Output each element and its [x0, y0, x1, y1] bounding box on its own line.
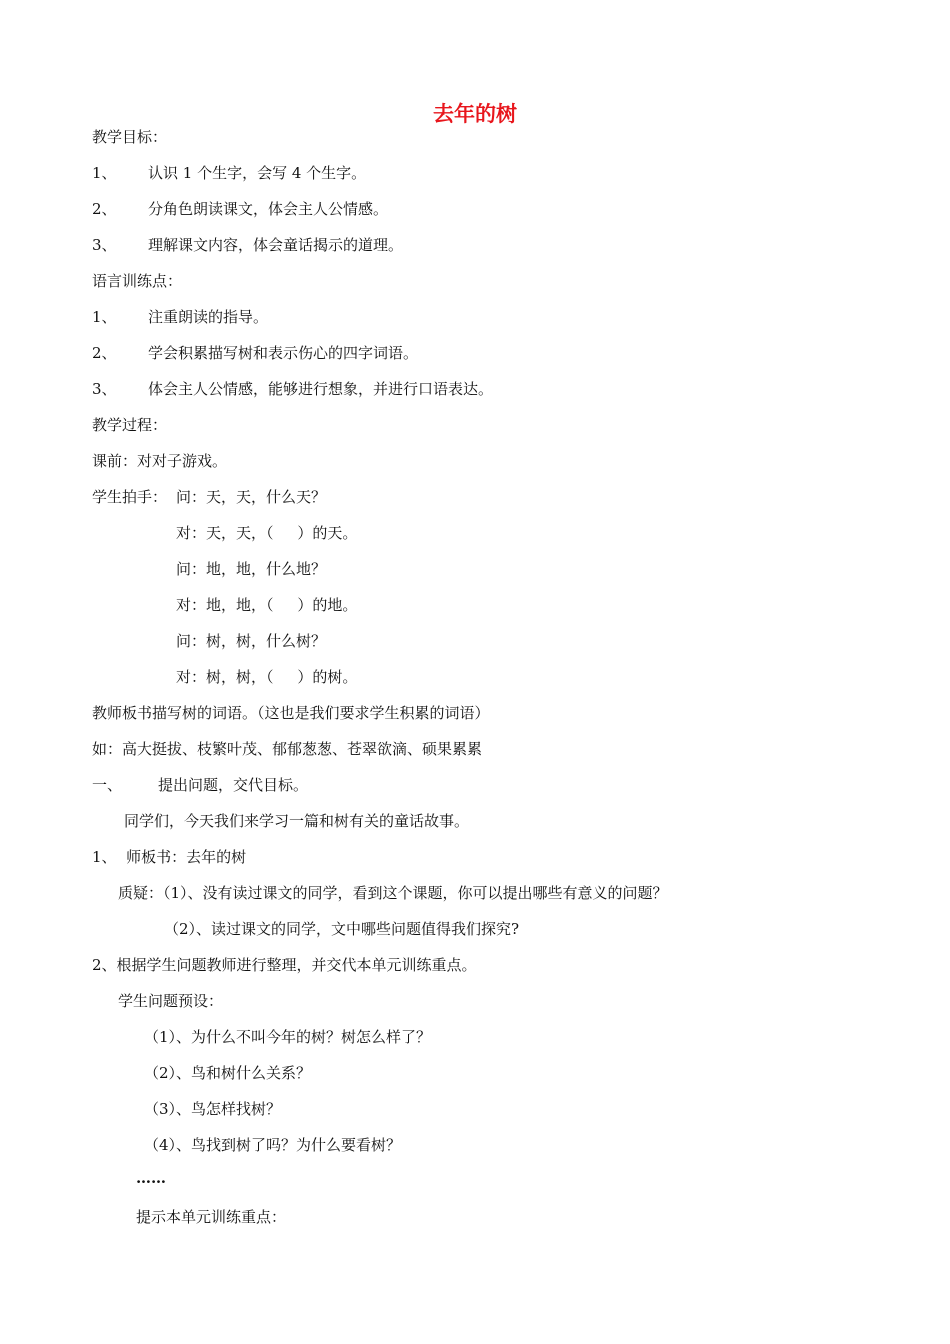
training-text: 注重朗读的指导。: [148, 308, 269, 326]
training-number: 1、: [92, 308, 117, 326]
objective-item: [92, 199, 388, 219]
couplet-line: 问：树，树，什么树？: [176, 632, 327, 650]
objective-number: 1、: [92, 164, 117, 182]
objectives-heading: 教学目标：: [92, 128, 168, 146]
section-title: 提出问题，交代目标。: [158, 776, 309, 794]
couplet-line: 问：地，地，什么地？: [176, 560, 327, 578]
couplet-line: 对：天，天，（ ）的天。: [176, 524, 358, 542]
preset-question: （2）、鸟和树什么关系？: [144, 1064, 312, 1082]
clap-label: 学生拍手：: [92, 488, 168, 506]
section-number: 一、: [92, 776, 123, 794]
question-line: （2）、读过课文的同学，文中哪些问题值得我们探究?: [164, 920, 520, 938]
examples-line: 如：高大挺拔、枝繁叶茂、郁郁葱葱、苍翠欲滴、硕果累累: [92, 740, 483, 758]
step-two-line: 2、根据学生问题教师进行整理，并交代本单元训练重点。: [92, 956, 477, 974]
couplet-line: 问：天，天，什么天？: [176, 488, 327, 506]
training-item: [92, 307, 268, 327]
training-text: 学会积累描写树和表示伤心的四字词语。: [148, 344, 419, 362]
intro-line: 同学们，今天我们来学习一篇和树有关的童话故事。: [124, 812, 470, 830]
objective-text: 分角色朗读课文，体会主人公情感。: [148, 200, 389, 218]
training-number: 2、: [92, 344, 117, 362]
training-item: [92, 379, 493, 399]
couplet-line: 对：树，树，（ ）的树。: [176, 668, 358, 686]
objective-text: 理解课文内容，体会童话揭示的道理。: [148, 236, 404, 254]
section-heading: [92, 775, 308, 795]
process-heading: 教学过程：: [92, 416, 168, 434]
pre-class-line: 课前：对对子游戏。: [92, 452, 228, 470]
training-number: 3、: [92, 380, 117, 398]
objective-item: [92, 163, 366, 183]
preset-question: （1）、为什么不叫今年的树？树怎么样了？: [144, 1028, 432, 1046]
ellipsis: ……: [136, 1169, 166, 1187]
hint-line: 提示本单元训练重点：: [136, 1208, 287, 1226]
preset-question: （4）、鸟找到树了吗？为什么要看树？: [144, 1136, 402, 1154]
objective-item: [92, 235, 403, 255]
document-title: 去年的树: [433, 102, 517, 126]
objective-number: 3、: [92, 236, 117, 254]
couplet-line: 对：地，地，（ ）的地。: [176, 596, 358, 614]
objective-text: 认识 1 个生字，会写 4 个生字。: [148, 164, 367, 182]
training-text: 体会主人公情感，能够进行想象，并进行口语表达。: [148, 380, 494, 398]
training-item: [92, 343, 418, 363]
board-words-line: 教师板书描写树的词语。（这也是我们要求学生积累的词语）: [92, 704, 490, 722]
objective-number: 2、: [92, 200, 117, 218]
question-line: 质疑：（1）、没有读过课文的同学，看到这个课题，你可以提出哪些有意义的问题？: [118, 884, 668, 902]
preset-question: （3）、鸟怎样找树？: [144, 1100, 282, 1118]
step-one-line: 1、 师板书：去年的树: [92, 848, 247, 866]
preset-heading: 学生问题预设：: [118, 992, 224, 1010]
training-heading: 语言训练点：: [92, 272, 183, 290]
